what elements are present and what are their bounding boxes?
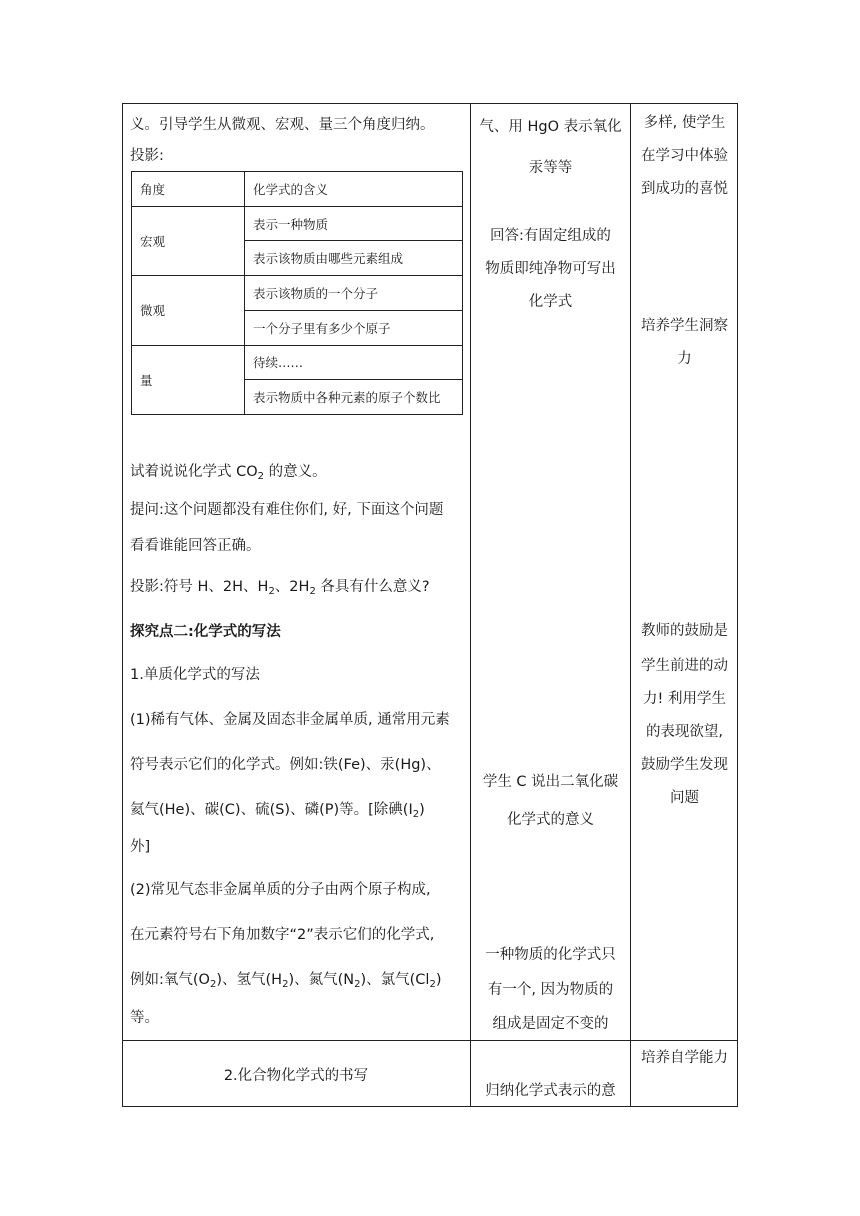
design-intent-text: 问题 — [670, 790, 699, 806]
meaning-table — [131, 171, 463, 415]
student-activity-text: 组成是固定不变的 — [492, 1016, 609, 1032]
table-header-cell: 化学式的含义 — [245, 172, 463, 207]
design-intent-text: 鼓励学生发现 — [641, 757, 728, 773]
table-cell: 表示该物质的一个分子 — [245, 276, 463, 311]
table-cell: 表示一种物质 — [245, 206, 463, 241]
paragraph-line: 等。 — [130, 1010, 159, 1026]
paragraph-line: 在元素符号右下角加数字“2”表示它们的化学式, — [130, 927, 435, 943]
paragraph-line: 外] — [130, 839, 151, 855]
design-intent-text: 学生前进的动 — [641, 658, 728, 674]
row2-col3-text: 培养自学能力 — [641, 1050, 728, 1066]
column-divider — [630, 103, 631, 1107]
design-intent-text: 多样, 使学生 — [643, 115, 726, 131]
paragraph-line: (1)稀有气体、金属及固态非金属单质, 通常用元素 — [130, 712, 450, 728]
design-intent-text: 力! 利用学生 — [643, 691, 726, 707]
paragraph-line: (2)常见气态非金属单质的分子由两个原子构成, — [130, 882, 431, 898]
student-activity-text: 物质即纯净物可写出 — [485, 261, 616, 277]
design-intent-text: 在学习中体验 — [641, 148, 728, 164]
student-activity-text: 气、用 HgO 表示氧化 — [479, 119, 622, 135]
row2-col1-text: 2.化合物化学式的书写 — [223, 1068, 369, 1084]
design-intent-text: 培养学生洞察 — [641, 318, 728, 334]
projection-label: 投影: — [130, 148, 164, 164]
design-intent-text: 到成功的喜悦 — [641, 181, 728, 197]
table-cell: 表示该物质由哪些元素组成 — [245, 241, 463, 276]
paragraph-line: 符号表示它们的化学式。例如:铁(Fe)、汞(Hg)、 — [130, 757, 441, 773]
projection-line: 投影:符号 H、2H、$H_2$、$2H_2$ 各具有什么意义? — [130, 579, 430, 597]
student-activity-text: 有一个, 因为物质的 — [487, 982, 614, 998]
table-cell: 待续…… — [245, 345, 463, 380]
question-line: 看看谁能回答正确。 — [130, 538, 261, 554]
intro-line: 义。引导学生从微观、宏观、量三个角度归纳。 — [130, 117, 435, 133]
table-category: 微观 — [132, 276, 245, 345]
item-heading: 1.单质化学式的写法 — [130, 667, 260, 683]
student-activity-text: 化学式 — [528, 294, 573, 310]
table-cell: 一个分子里有多少个原子 — [245, 310, 463, 345]
question-line: 提问:这个问题都没有难住你们, 好, 下面这个问题 — [130, 502, 444, 518]
design-intent-text: 教师的鼓励是 — [641, 623, 728, 639]
table-cell: 表示物质中各种元素的原子个数比 — [245, 380, 463, 415]
table-category: 宏观 — [132, 206, 245, 275]
paragraph-line: 例如:氧气$(O_2)$、氢气$(H_2)$、氮气$(N_2)$、氯气$(Cl_2)$ — [130, 972, 442, 990]
student-activity-text: 回答:有固定组成的 — [490, 228, 611, 244]
row-divider — [122, 1040, 738, 1041]
table-category: 量 — [132, 345, 245, 414]
table-header-cell: 角度 — [132, 172, 245, 207]
student-activity-text: 一种物质的化学式只 — [485, 947, 616, 963]
design-intent-text: 的表现欲望, — [645, 724, 724, 740]
student-activity-text: 化学式的意义 — [507, 812, 594, 828]
design-intent-text: 力 — [677, 351, 692, 367]
student-activity-text: 学生 C 说出二氧化碳 — [482, 774, 619, 790]
try-line: 试着说说化学式 $CO_2$ 的意义。 — [130, 464, 327, 482]
paragraph-line: 氦气(He)、碳(C)、硫(S)、磷(P)等。[除碘$(I_2)$ — [130, 802, 425, 820]
row2-col2-text: 归纳化学式表示的意 — [485, 1083, 616, 1099]
student-activity-text: 汞等等 — [528, 160, 573, 176]
section-title: 探究点二:化学式的写法 — [130, 624, 281, 640]
